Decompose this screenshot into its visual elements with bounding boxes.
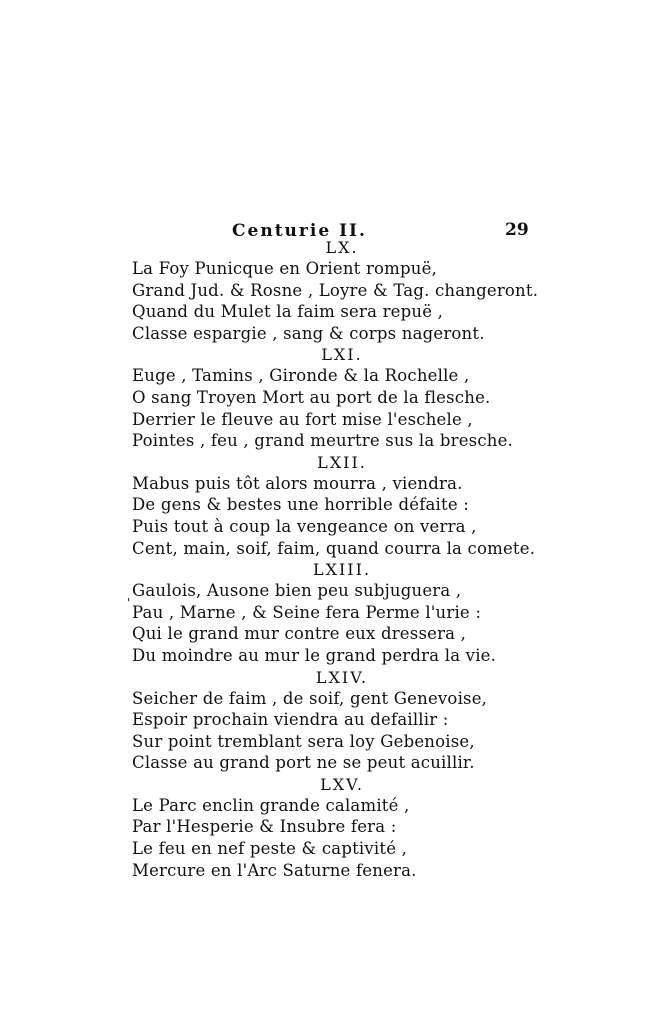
verse-line: Pointes , feu , grand meurtre sus la bresche. xyxy=(132,431,513,451)
verse-line: Classe espargie , sang & corps nageront. xyxy=(132,323,485,343)
quatrain xyxy=(132,667,532,774)
quatrain-number: LX. xyxy=(325,238,359,257)
verse-line: Gaulois, Ausone bien peu subjuguera , xyxy=(132,581,462,601)
verse-line: Qui le grand mur contre eux dressera , xyxy=(132,624,467,644)
verse-line: Mercure en l'Arc Saturne fenera. xyxy=(132,860,417,880)
verse-line: Cent, main, soif, faim, quand courra la comete. xyxy=(132,538,536,558)
verse-line: Mabus puis tôt alors mourra , viendra. xyxy=(132,473,463,493)
quatrain-number: LXI. xyxy=(321,345,363,365)
verse-line: Grand Jud. & Rosne , Loyre & Tag. changeront. xyxy=(132,280,539,300)
verse-line: Pau , Marne , & Seine fera Perme l'urie : xyxy=(132,602,482,622)
verse-line: Classe au grand port ne se peut acuillir. xyxy=(132,753,475,773)
verse-line: O sang Troyen Mort au port de la flesche. xyxy=(132,387,491,407)
quatrain xyxy=(132,344,532,451)
quatrain xyxy=(132,774,532,881)
quatrain-text-block xyxy=(132,237,539,881)
verse-line: Le Parc enclin grande calamité , xyxy=(132,795,410,815)
verse-line: Le feu en nef peste & captivité , xyxy=(132,839,408,859)
verse-line: Derrier le fleuve au fort mise l'eschele , xyxy=(132,409,473,429)
quatrain xyxy=(132,452,536,559)
verse-line: La Foy Punicque en Orient rompuë, xyxy=(132,259,438,278)
quatrain xyxy=(132,237,539,344)
verse-line: Par l'Hesperie & Insubre fera : xyxy=(132,817,397,837)
verse-line: De gens & bestes une horrible défaite : xyxy=(132,495,470,515)
quatrain-number: LXV. xyxy=(320,774,364,794)
verse-line: Puis tout à coup la vengeance on verra , xyxy=(132,516,477,536)
quatrain-number: LXII. xyxy=(317,452,367,472)
verse-line: Espoir prochain viendra au defaillir : xyxy=(132,710,449,730)
ink-speck: ' xyxy=(127,596,131,610)
verse-line: Seicher de faim , de soif, gent Genevoise, xyxy=(132,688,488,708)
verse-line: Euge , Tamins , Gironde & la Rochelle , xyxy=(132,366,470,386)
quatrain-number: LXIII. xyxy=(312,560,372,580)
verse-line: Sur point tremblant sera loy Gebenoise, xyxy=(132,731,475,751)
quatrain xyxy=(132,559,532,666)
quatrain-number: LXIV. xyxy=(315,667,369,687)
verse-line: Du moindre au mur le grand perdra la vie. xyxy=(132,645,497,665)
verse-line: Quand du Mulet la faim sera repuë , xyxy=(132,302,444,322)
page-number: 29 xyxy=(505,220,529,240)
running-head: Centurie II. xyxy=(232,221,367,241)
